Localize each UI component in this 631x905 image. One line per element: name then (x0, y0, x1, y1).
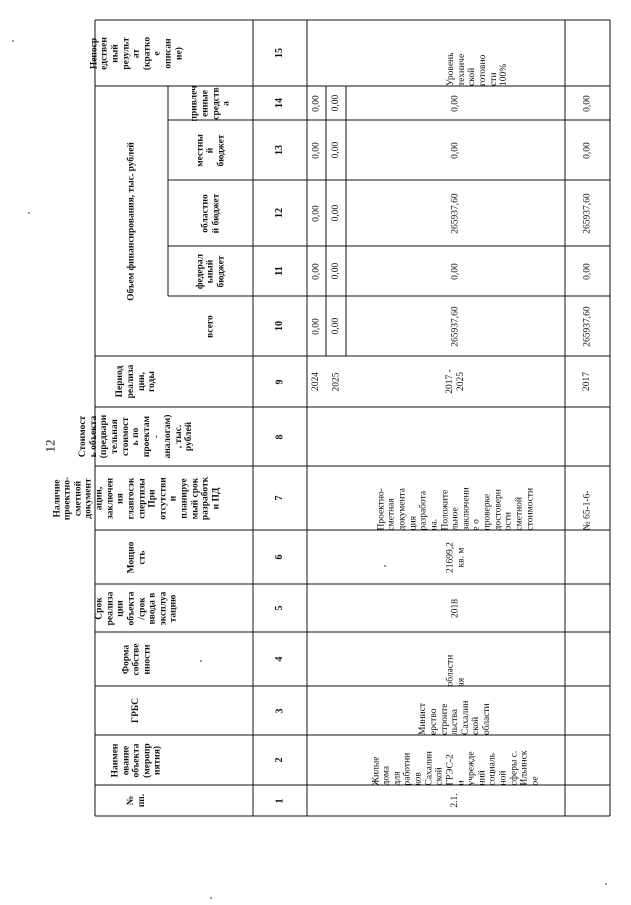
column-number-15: 15 (274, 48, 286, 58)
row-2017-attracted: 0,00 (582, 94, 593, 112)
header-result: Непоср едствен ный результ ат (кратко e описан ие) (88, 36, 184, 70)
header-attracted: привлеч енные средств а (189, 85, 232, 121)
column-number-10: 10 (274, 321, 286, 331)
row-2017-period: 2017 (582, 372, 593, 391)
row-y2024-total: 0,00 (311, 317, 322, 335)
row-y2025-local: 0,00 (330, 141, 341, 159)
column-number-1: 1 (274, 798, 286, 803)
row-main-capacity: 21699,2 кв. м (444, 541, 466, 573)
header-ownership: Форма собстве нности (120, 643, 152, 675)
row-2017-design-docs: № 65-1-6- (582, 490, 593, 530)
scan-speck (605, 883, 607, 885)
header-federal: федерал ьный бюджет (194, 253, 226, 289)
header-commission: Срок реализа ции объекта /срок ввода в эксплуа тацию (94, 590, 179, 626)
column-number-2: 2 (274, 757, 286, 763)
row-2017-local: 0,00 (582, 141, 593, 159)
row-main-local: 0,00 (450, 141, 461, 159)
row-main-commission: 2018 (450, 598, 461, 618)
row-main-ownership: областн ая (444, 654, 466, 686)
row-main-total: 265937,60 (450, 305, 461, 347)
header-financing-group: Объем финансирования, тыс. рублей (126, 141, 137, 301)
row-main-grbs: Минист ерство строите льства Сахалин ской области (418, 700, 493, 735)
row-y2024-federal: 0,00 (311, 262, 322, 280)
column-number-3: 3 (274, 708, 286, 713)
scan-speck (28, 212, 30, 214)
header-grbs: ГРБС (131, 698, 142, 723)
row-y2024-regional: 0,00 (311, 204, 322, 222)
row-y2025-total: 0,00 (330, 317, 341, 335)
scan-speck (12, 40, 14, 42)
row-main-no: 2.1. (450, 793, 461, 808)
header-local: местны й бюджет (194, 133, 226, 167)
row-main-name: Жилые дома для работни ков Сахалин ской ГРЭС-2 и учрежде ний социаль ной сферы с. Ильинск ое (370, 750, 540, 785)
row-main-federal: 0,00 (450, 262, 461, 280)
row-2017-total: 265937,60 (582, 305, 593, 347)
header-total: всего (205, 314, 216, 338)
row-main-regional: 265937,60 (450, 192, 461, 234)
scan-speck (384, 565, 386, 567)
scan-speck (210, 897, 212, 899)
header-no: № пп. (125, 793, 147, 808)
column-number-7: 7 (274, 495, 286, 501)
column-number-12: 12 (274, 208, 286, 218)
row-y2025-regional: 0,00 (330, 204, 341, 222)
row-main-result: Уровень техниче ской готовно сти 100% (446, 52, 510, 86)
row-main-period: 2017 - 2025 (444, 369, 466, 394)
row-y2024-attracted: 0,00 (311, 94, 322, 112)
header-capacity: Мощно сть (125, 541, 147, 573)
header-cost: Стоимост ь объекта (предвари тельная стоимост ь по проектам - аналогам) , тыс. рублей (78, 414, 195, 459)
row-y2025-period: 2025 (330, 372, 341, 391)
header-design-docs: Наличие проектно- сметной документ ации, заключен ия главгосэк спертизы При отсутстви и планируе мый срок разработк и ПД (51, 476, 221, 520)
header-regional: областно й бюджет (199, 193, 221, 233)
row-2017-federal: 0,00 (582, 262, 593, 280)
header-period: Период реализа ции, годы (115, 364, 158, 399)
column-number-6: 6 (274, 554, 286, 560)
column-number-4: 4 (274, 656, 286, 662)
column-number-13: 13 (274, 145, 286, 155)
row-y2024-local: 0,00 (311, 141, 322, 159)
column-number-5: 5 (274, 605, 286, 611)
row-2017-regional: 265937,60 (582, 192, 593, 234)
column-number-11: 11 (274, 266, 286, 276)
row-y2025-federal: 0,00 (330, 262, 341, 280)
header-name: Наимен ование объекта (меропр иятия) (109, 742, 163, 778)
scan-speck (200, 660, 202, 662)
page-number: 12 (42, 439, 58, 453)
column-number-8: 8 (274, 434, 286, 439)
column-number-14: 14 (274, 98, 286, 108)
row-y2024-period: 2024 (311, 372, 322, 391)
row-main-design-docs: Проектно- сметная документа ция разработа на. Положите льное заключени е о проверке достоверн ости сметной стоимости (375, 486, 535, 530)
row-y2025-attracted: 0,00 (330, 94, 341, 112)
row-main-attracted: 0,00 (450, 94, 461, 112)
column-number-9: 9 (274, 379, 286, 384)
